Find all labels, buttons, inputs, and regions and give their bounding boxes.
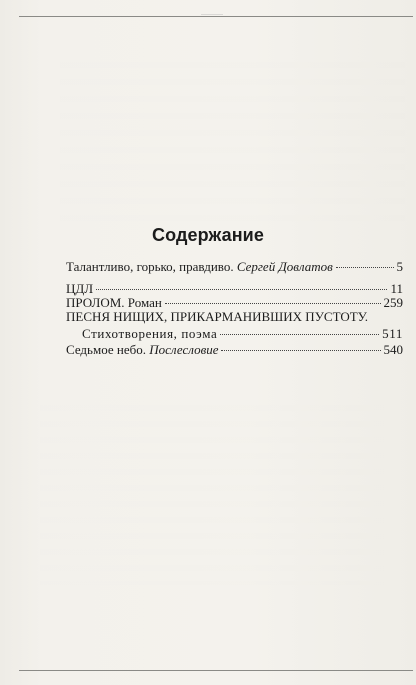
bottom-rule bbox=[19, 670, 413, 671]
top-rule bbox=[19, 16, 413, 17]
toc-page-number: 540 bbox=[383, 342, 403, 357]
toc-entry-subtitle bbox=[82, 326, 403, 342]
leader-dots bbox=[165, 303, 381, 304]
leader-dots bbox=[220, 334, 379, 335]
leader-dots bbox=[221, 350, 380, 351]
toc-entry bbox=[66, 342, 403, 358]
toc-entry-text: ПЕСНЯ НИЩИХ, ПРИКАРМАНИВШИХ ПУСТОТУ. bbox=[66, 309, 369, 324]
toc-entry bbox=[66, 309, 403, 325]
toc-page-number: 259 bbox=[383, 295, 403, 310]
leader-dots bbox=[96, 289, 387, 290]
page-title: Содержание bbox=[152, 225, 264, 245]
toc-page-number: 11 bbox=[390, 281, 403, 296]
toc-entry-text: ЦДЛ bbox=[66, 281, 94, 296]
toc-page-number: 511 bbox=[382, 326, 403, 341]
bleed-through-mark bbox=[201, 6, 223, 15]
toc-entry-author: Сергей Довлатов bbox=[236, 259, 333, 274]
toc-entry bbox=[66, 259, 403, 275]
leader-dots bbox=[336, 267, 394, 268]
toc-entry-text: ПРОЛОМ. Роман bbox=[66, 295, 162, 310]
toc-entry-text: Стихотворения, поэма bbox=[82, 326, 218, 341]
toc-entry-suffix: Послесловие bbox=[149, 342, 219, 357]
bleed-through-texture bbox=[60, 62, 405, 222]
toc-entry-text: Талантливо, горько, правдиво. bbox=[66, 259, 237, 274]
bleed-through-texture-lower bbox=[40, 405, 385, 585]
toc-page-number: 5 bbox=[396, 259, 403, 274]
toc-entry-text: Седьмое небо. bbox=[66, 342, 150, 357]
